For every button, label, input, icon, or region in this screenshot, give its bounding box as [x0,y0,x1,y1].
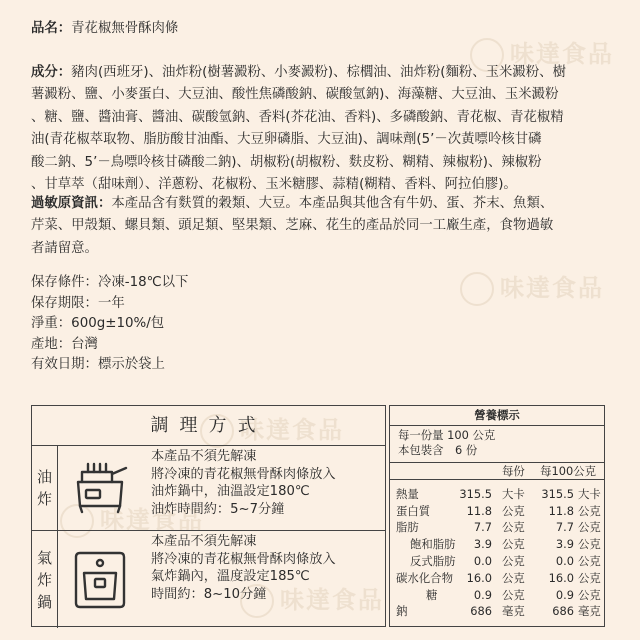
storage-label: 保存條件： [31,275,98,290]
unit-per-100g: 公克 [578,520,601,535]
value-per-100g: 0.0 [555,553,574,568]
nutrition-row [390,519,604,536]
watermark: 味達食品 [60,500,204,538]
storage-item [31,355,611,376]
nutrition-row [390,536,604,553]
method-name [37,466,52,510]
ingredients-text: 油(青花椒萃取物、脂肪酸甘油酯、大豆卵磷脂、大豆油)、調味劑(5’－次黃嘌呤核甘磷 [31,132,542,148]
ingredients-line [31,129,611,151]
method-char: 炸 [36,570,52,589]
watermark: 味達食品 [200,410,344,448]
storage-label: 有效日期： [31,357,98,373]
nutrition-title: 營養標示 [390,406,604,426]
allergy-text: 者請留意。 [31,240,98,256]
cooking-line: 將冷凍的青花椒無骨酥肉條放入 [151,466,336,482]
storage-label: 產地： [31,336,72,352]
storage-label: 保存期限： [31,295,98,311]
unit-per-100g: 公克 [578,553,601,568]
product-name [31,18,611,40]
allergy-line [31,238,611,260]
unit-per-serving: 公克 [502,520,525,535]
value-per-100g: 315.5 [541,486,574,501]
unit-per-100g: 公克 [578,570,601,585]
method-char: 氣 [36,548,52,567]
cooking-method-deep-fry [32,446,385,531]
nutrition-row [390,603,604,620]
servings-per-pack: 本包裝含 6 份 [398,443,478,457]
watermark: 味達食品 [470,34,614,72]
unit-per-100g: 公克 [578,587,601,602]
ingredients-text: 、甘草萃（甜味劑）、洋蔥粉、花椒粉、玉米糖膠、蒜精(糊精、香料、阿拉伯膠)。 [31,177,517,193]
serving-size: 每一份量 100 公克 [398,428,496,442]
air-fryer-icon [64,543,136,615]
value-per-serving: 7.7 [473,520,492,535]
ingredients-text: 豬肉(西班牙)、油炸粉(樹薯澱粉、小麥澱粉)、棕櫚油、油炸粉(麵粉、玉米澱粉、樹 [71,65,566,80]
allergy-line [31,193,611,215]
cooking-title: 調理方式 [32,406,385,446]
nutrition-row [390,587,604,604]
nutrient-name: 碳水化合物 [396,570,453,585]
storage-item [31,335,611,356]
unit-per-serving: 公克 [502,570,525,585]
unit-per-serving: 大卡 [502,486,525,501]
value-per-serving: 16.0 [466,570,492,585]
cooking-line: 本產品不須先解凍 [151,449,257,464]
storage-label: 淨重： [31,316,72,332]
storage-value: 600g±10%/包 [71,316,165,332]
allergy-line [31,215,611,237]
nutrient-name: 鈉 [396,604,408,619]
value-per-100g: 7.7 [555,520,574,535]
ingredients-text: 薯澱粉、鹽、小麥蛋白、大豆油、酸性焦磷酸鈉、碳酸氫鈉)、海藻糖、大豆油、玉米澱粉 [31,87,559,103]
nutrition-facts [389,405,605,627]
unit-per-serving: 公克 [502,587,525,602]
storage-value: 冷凍-18℃以下 [97,275,189,290]
watermark: 味達食品 [460,268,604,306]
ingredients-line [31,84,611,106]
deep-fryer-icon [64,452,136,524]
cooking-line: 氣炸鍋內，溫度設定185℃ [151,569,310,585]
watermark: 味達食品 [240,580,384,618]
product-name-value: 青花椒無骨酥肉條 [71,21,179,36]
value-per-100g: 11.8 [548,503,574,518]
value-per-serving: 0.9 [473,587,492,602]
nutrition-row [390,553,604,570]
allergy-section [31,193,611,260]
storage-value: 標示於袋上 [97,357,165,373]
serving-info [390,426,604,463]
value-per-serving: 0.0 [473,553,492,568]
ingredients-line [31,62,611,84]
unit-per-100g: 大卡 [578,486,601,501]
nutrition-row [390,486,604,503]
nutrient-name: 蛋白質 [396,503,431,518]
storage-value: 台灣 [71,336,98,352]
cooking-method-air-fry [32,531,385,628]
ingredients-text: 、糖、鹽、醬油膏、醬油、碳酸氫鈉、香料(芥花油、香料)、多磷酸鈉、青花椒、青花椒精 [31,109,564,125]
ingredients-label: 成分： [31,65,72,80]
cooking-line: 將冷凍的青花椒無骨酥肉條放入 [151,551,336,567]
storage-section [31,273,611,376]
cooking-text [151,533,336,603]
product-name-label: 品名： [31,21,72,36]
storage-value: 一年 [97,295,125,311]
unit-per-serving: 公克 [502,503,525,518]
nutrient-name: 糖 [426,587,438,602]
nutrition-rows [390,480,604,620]
cooking-line: 本產品不須先解凍 [151,534,257,549]
method-label [32,446,58,530]
value-per-serving: 315.5 [459,486,492,501]
unit-per-serving: 公克 [502,537,525,552]
unit-per-100g: 公克 [578,503,601,518]
ingredients-line [31,152,611,174]
value-per-100g: 0.9 [555,587,574,602]
storage-item [31,273,611,294]
value-per-serving: 3.9 [473,537,492,552]
method-char: 炸 [36,490,52,508]
unit-per-serving: 公克 [502,553,525,568]
nutrient-name: 飽和脂肪 [410,537,456,552]
value-per-serving: 11.8 [466,503,492,518]
method-char: 油 [36,468,52,486]
allergy-text: 芹菜、甲殼類、螺貝類、頭足類、堅果類、芝麻、花生的產品於同一工廠生產，食物過敏 [31,218,554,234]
cooking-line: 油炸鍋中，油溫設定180℃ [151,484,310,500]
ingredients-section [31,62,611,196]
value-per-100g: 686 [552,604,574,619]
allergy-label: 過敏原資訊： [31,196,112,211]
nutrient-name: 熱量 [396,486,419,501]
unit-per-100g: 公克 [578,537,601,552]
nutrient-name: 脂肪 [396,520,419,535]
cooking-line: 時間約：8~10分鐘 [151,586,267,602]
storage-item [31,294,611,315]
allergy-text: 本產品含有麩質的穀類、大豆。本產品與其他含有牛奶、蛋、芥末、魚類、 [111,196,554,211]
column-per-100g: 每100公克 [540,464,596,478]
value-per-serving: 686 [470,604,492,619]
method-name [37,547,52,613]
cooking-instructions [31,405,386,627]
nutrition-row [390,570,604,587]
method-label [32,531,58,628]
ingredients-line [31,107,611,129]
unit-per-100g: 毫克 [578,604,601,619]
method-char: 鍋 [36,592,52,611]
ingredients-text: 酸二鈉、5’－鳥嘌呤核甘磷酸二鈉)、胡椒粉(胡椒粉、麩皮粉、糊精、辣椒粉)、辣椒粉 [31,154,542,170]
cooking-text [151,448,336,518]
cooking-line: 油炸時間約：5~7分鐘 [151,501,285,517]
value-per-100g: 16.0 [548,570,574,585]
nutrition-row [390,503,604,520]
value-per-100g: 3.9 [555,537,574,552]
storage-item [31,314,611,335]
nutrition-header [390,463,604,480]
column-per-serving: 每份 [502,464,525,478]
nutrient-name: 反式脂肪 [410,553,456,568]
unit-per-serving: 毫克 [502,604,525,619]
